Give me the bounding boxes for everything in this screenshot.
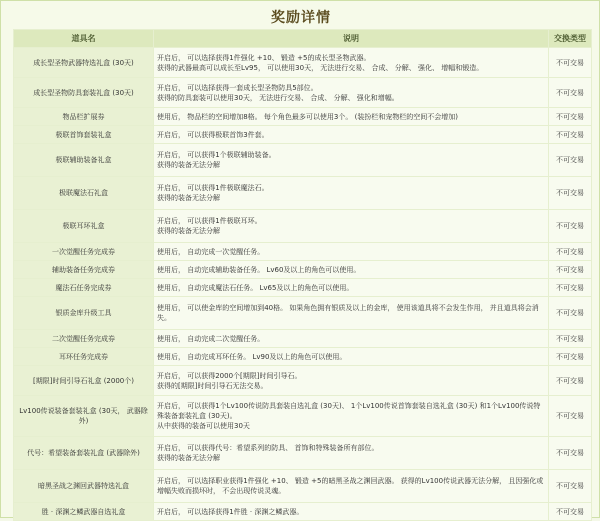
item-name: 物品栏扩展券: [14, 108, 154, 126]
description-line: 开启后， 可以选择获得一套成长型圣物防具5部位。: [157, 83, 318, 92]
item-name: 成长型圣物武器特选礼盒 (30天): [14, 48, 154, 78]
description-line: 使用后， 可以使金库的空间增加到40格。 如果角色拥有银质及以上的金库， 使用该道具将不会发生作用， 并且道具将会消失。: [157, 304, 539, 322]
description-line: 使用后， 自动完成辅助装备任务。 Lv60及以上的角色可以使用。: [157, 265, 361, 274]
table-row: [14, 348, 592, 366]
trade-type: 不可交易: [549, 243, 592, 261]
table-row: [14, 297, 592, 330]
trade-type: 不可交易: [549, 261, 592, 279]
item-name: 胜 · 深渊之鳞武器自选礼盒: [14, 503, 154, 521]
item-name: Lv100传说装备套装礼盒 (30天， 武器除外): [14, 396, 154, 437]
table-row: [14, 126, 592, 144]
description-line: 使用后， 自动完成魔法石任务。 Lv65及以上的角色可以使用。: [157, 283, 354, 292]
item-description: [154, 348, 549, 366]
item-description: [154, 437, 549, 470]
item-name: 极联首饰套装礼盒: [14, 126, 154, 144]
table-row: [14, 437, 592, 470]
item-name: 代号：希望装备套装礼盒 (武器除外): [14, 437, 154, 470]
description-line: 使用后， 自动完成一次觉醒任务。: [157, 247, 265, 256]
table-row: [14, 108, 592, 126]
description-line: 获得的装备无法分解: [157, 161, 220, 169]
description-line: 开启后， 可以选择获得1件胜 · 深渊之鳞武器。: [157, 507, 304, 516]
trade-type: 不可交易: [549, 503, 592, 521]
description-line: 开启后， 可以获得极联首饰3件套。: [157, 130, 269, 139]
description-line: 获得的装备无法分解: [157, 194, 220, 202]
item-name: 极联辅助装备礼盒: [14, 144, 154, 177]
table-row: [14, 78, 592, 108]
item-description: [154, 108, 549, 126]
description-line: 开启后， 可以选择获得1件强化 +10、 锻造 +5的成长型圣物武器。: [157, 53, 371, 62]
page-title: 奖励详情: [271, 10, 331, 26]
table-row: [14, 48, 592, 78]
table-header-row: [14, 30, 592, 48]
item-name: 耳环任务完成券: [14, 348, 154, 366]
item-name: 辅助装备任务完成券: [14, 261, 154, 279]
item-description: [154, 48, 549, 78]
item-description: [154, 78, 549, 108]
description-line: 获得的武器最高可以成长至Lv95， 可以使用30天， 无法进行交易、 合成、 分解、 强化、 增幅和锻造。: [157, 63, 484, 72]
description-line: 开启后， 可以获得代号：希望系列的防具、 首饰和特殊装备所有部位。: [157, 444, 379, 452]
description-line: 开启后， 可以获得2000个[期限]时间引导石。: [157, 371, 302, 380]
item-description: [154, 177, 549, 210]
trade-type: 不可交易: [549, 470, 592, 503]
item-description: [154, 279, 549, 297]
description-line: 使用后， 物品栏的空间增加8格。 每个角色最多可以使用3个。 (装扮栏和宠物栏的空间不会增加): [157, 112, 459, 121]
trade-type: 不可交易: [549, 348, 592, 366]
table-row: [14, 366, 592, 396]
table-row: [14, 144, 592, 177]
table-row: [14, 243, 592, 261]
description-line: 使用后， 自动完成二次觉醒任务。: [157, 334, 265, 343]
table-row: [14, 177, 592, 210]
trade-type: 不可交易: [549, 366, 592, 396]
item-name: 一次觉醒任务完成券: [14, 243, 154, 261]
item-description: [154, 243, 549, 261]
description-line: 开启后， 可以获得1件极联耳环。: [157, 217, 262, 225]
table-row: [14, 210, 592, 243]
description-line: 获得的[期限]时间引导石无法交易。: [157, 381, 268, 390]
description-line: 开启后， 可以获得1个极联辅助装备。: [157, 151, 276, 159]
description-line: 从中获得的装备可以使用30天: [157, 422, 250, 430]
trade-type: 不可交易: [549, 279, 592, 297]
item-description: [154, 330, 549, 348]
trade-type: 不可交易: [549, 437, 592, 470]
trade-type: 不可交易: [549, 330, 592, 348]
item-description: [154, 396, 549, 437]
item-description: [154, 210, 549, 243]
item-name: 极联魔法石礼盒: [14, 177, 154, 210]
trade-type: 不可交易: [549, 48, 592, 78]
item-description: [154, 470, 549, 503]
trade-type: 不可交易: [549, 396, 592, 437]
description-line: 开启后， 可以选择职业获得1件强化 +10、 锻造 +5的暗黑圣战之渊回武器。 获得的Lv100传说武器无法分解， 且因强化或增幅失败而损坏时， 不会出现传说灵魂。: [157, 477, 544, 495]
trade-type: 不可交易: [549, 297, 592, 330]
trade-type: 不可交易: [549, 108, 592, 126]
item-name: 成长型圣物防具套装礼盒 (30天): [14, 78, 154, 108]
description-line: 获得的装备无法分解: [157, 227, 220, 235]
item-description: [154, 366, 549, 396]
header-name: 道具名: [14, 30, 154, 48]
trade-type: 不可交易: [549, 126, 592, 144]
item-description: [154, 297, 549, 330]
item-name: 暗黑圣战之渊回武器特选礼盒: [14, 470, 154, 503]
trade-type: 不可交易: [549, 177, 592, 210]
description-line: 开启后， 可以获得1个Lv100传说防具套装自选礼盒 (30天)、 1个Lv100传说首饰套装自选礼盒 (30天) 和1个Lv100传说特殊装备套装礼盒 (30天)。: [157, 402, 541, 420]
table-row: [14, 261, 592, 279]
description-line: 获得的防具套装可以使用30天， 无法进行交易、 合成、 分解、 强化和增幅。: [157, 93, 399, 102]
table-row: [14, 396, 592, 437]
table-row: [14, 330, 592, 348]
item-name: [期限]时间引导石礼盒 (2000个): [14, 366, 154, 396]
description-line: 使用后， 自动完成耳环任务。 Lv90及以上的角色可以使用。: [157, 352, 347, 361]
item-name: 极联耳环礼盒: [14, 210, 154, 243]
header-trade: 交换类型: [549, 30, 592, 48]
reward-table: [13, 29, 592, 521]
item-name: 二次觉醒任务完成券: [14, 330, 154, 348]
trade-type: 不可交易: [549, 144, 592, 177]
item-description: [154, 144, 549, 177]
item-name: 魔法石任务完成券: [14, 279, 154, 297]
header-desc: 说明: [154, 30, 549, 48]
trade-type: 不可交易: [549, 78, 592, 108]
item-description: [154, 261, 549, 279]
trade-type: 不可交易: [549, 210, 592, 243]
table-row: [14, 470, 592, 503]
description-line: 获得的装备无法分解: [157, 454, 220, 462]
item-name: 银质金库升级工具: [14, 297, 154, 330]
item-description: [154, 126, 549, 144]
description-line: 开启后， 可以获得1件极联魔法石。: [157, 184, 269, 192]
table-row: [14, 279, 592, 297]
